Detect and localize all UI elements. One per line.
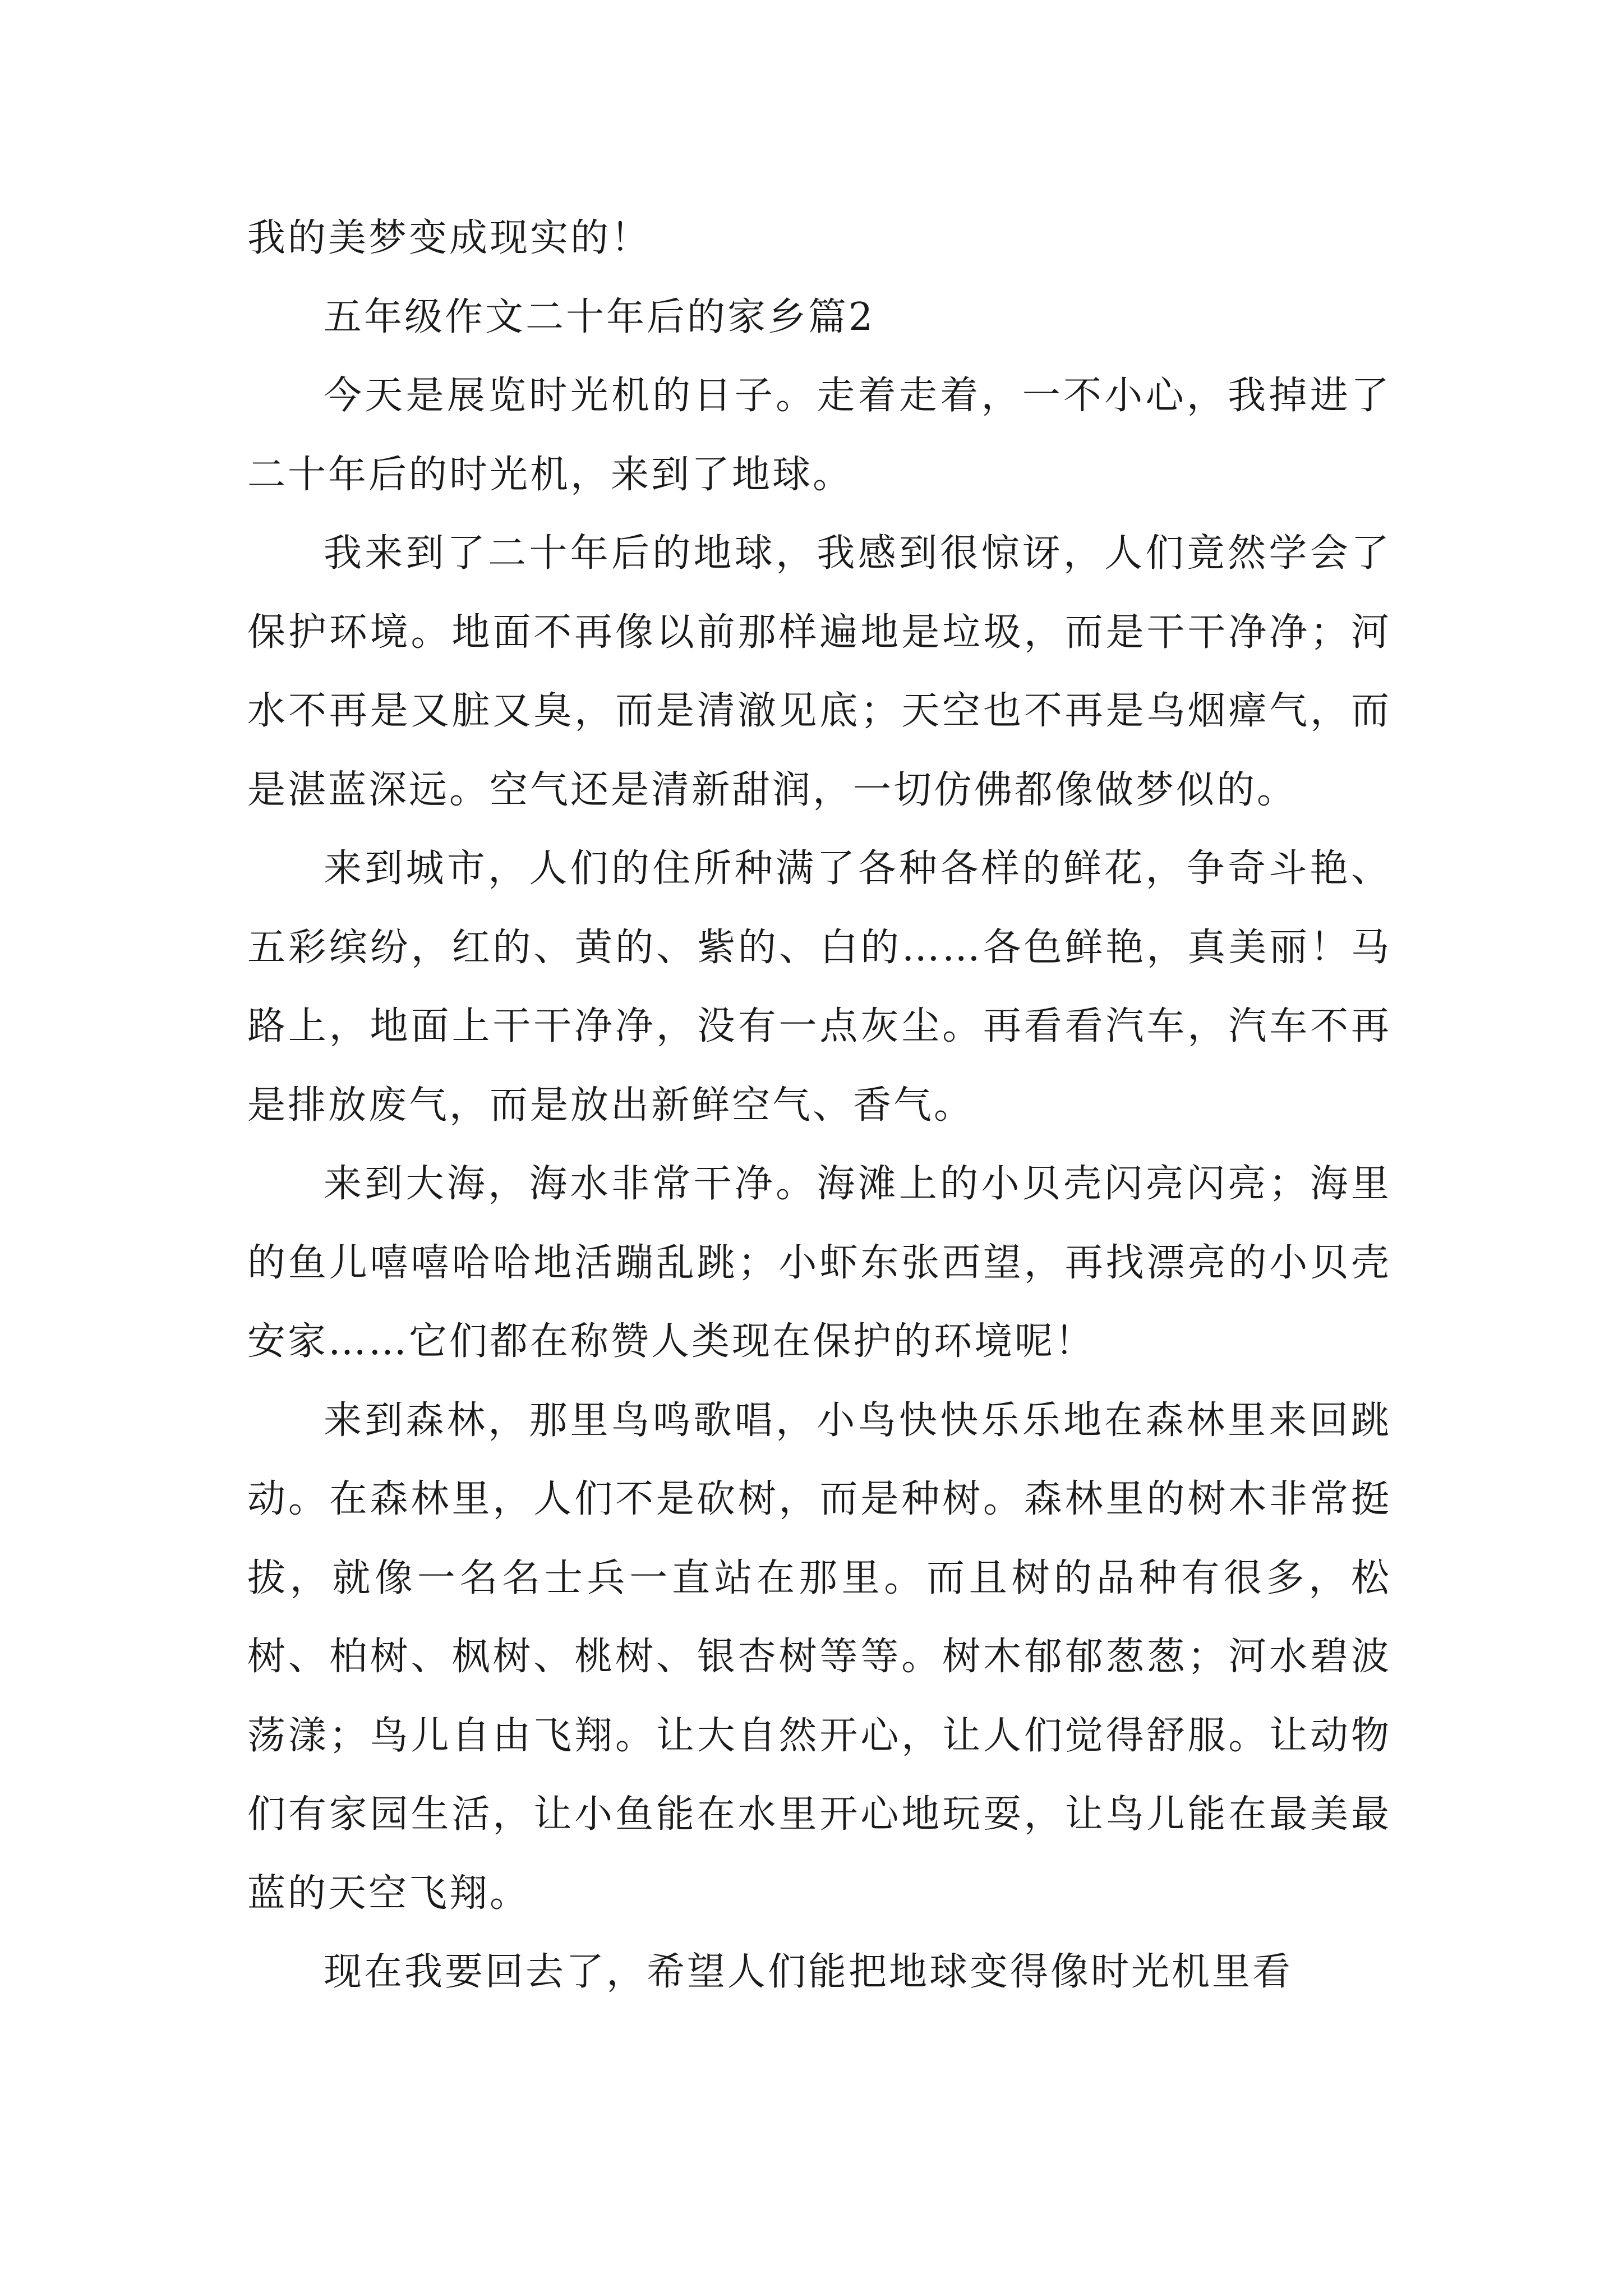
- paragraph: 来到森林，那里鸟鸣歌唱，小鸟快快乐乐地在森林里来回跳动。在森林里，人们不是砍树，而是种树。森林里的树木非常挺拔，就像一名名士兵一直站在那里。而且树的品种有很多，松树、柏树、枫树、桃树、银杏树等等。树木郁郁葱葱；河水碧波荡漾；鸟儿自由飞翔。让大自然开心，让人们觉得舒服。让动物们有家园生活，让小鱼能在水里开心地玩耍，让鸟儿能在最美最蓝的天空飞翔。: [247, 1398, 1391, 1916]
- essay-body: [247, 199, 1391, 2012]
- paragraph: 我来到了二十年后的地球，我感到很惊讶，人们竟然学会了保护环境。地面不再像以前那样遍地是垃圾，而是干干净净；河水不再是又脏又臭，而是清澈见底；天空也不再是乌烟瘴气，而是湛蓝深远。空气还是清新甜润，一切仿佛都像做梦似的。: [247, 531, 1391, 812]
- section-title: 五年级作文二十年后的家乡篇2: [324, 295, 875, 339]
- paragraph: 现在我要回去了，希望人们能把地球变得像时光机里看: [324, 1950, 1293, 1994]
- paragraph: 来到城市，人们的住所种满了各种各样的鲜花，争奇斗艳、五彩缤纷，红的、黄的、紫的、白的……各色鲜艳，真美丽！马路上，地面上干干净净，没有一点灰尘。再看看汽车，汽车不再是排放废气，而是放出新鲜空气、香气。: [247, 846, 1391, 1128]
- paragraph: 来到大海，海水非常干净。海滩上的小贝壳闪亮闪亮；海里的鱼儿嘻嘻哈哈地活蹦乱跳；小虾东张西望，再找漂亮的小贝壳安家……它们都在称赞人类现在保护的环境呢！: [247, 1162, 1391, 1364]
- paragraph: 今天是展览时光机的日子。走着走着，一不小心，我掉进了二十年后的时光机，来到了地球。: [247, 374, 1391, 497]
- paragraph-continuation: 我的美梦变成现实的！: [247, 216, 652, 260]
